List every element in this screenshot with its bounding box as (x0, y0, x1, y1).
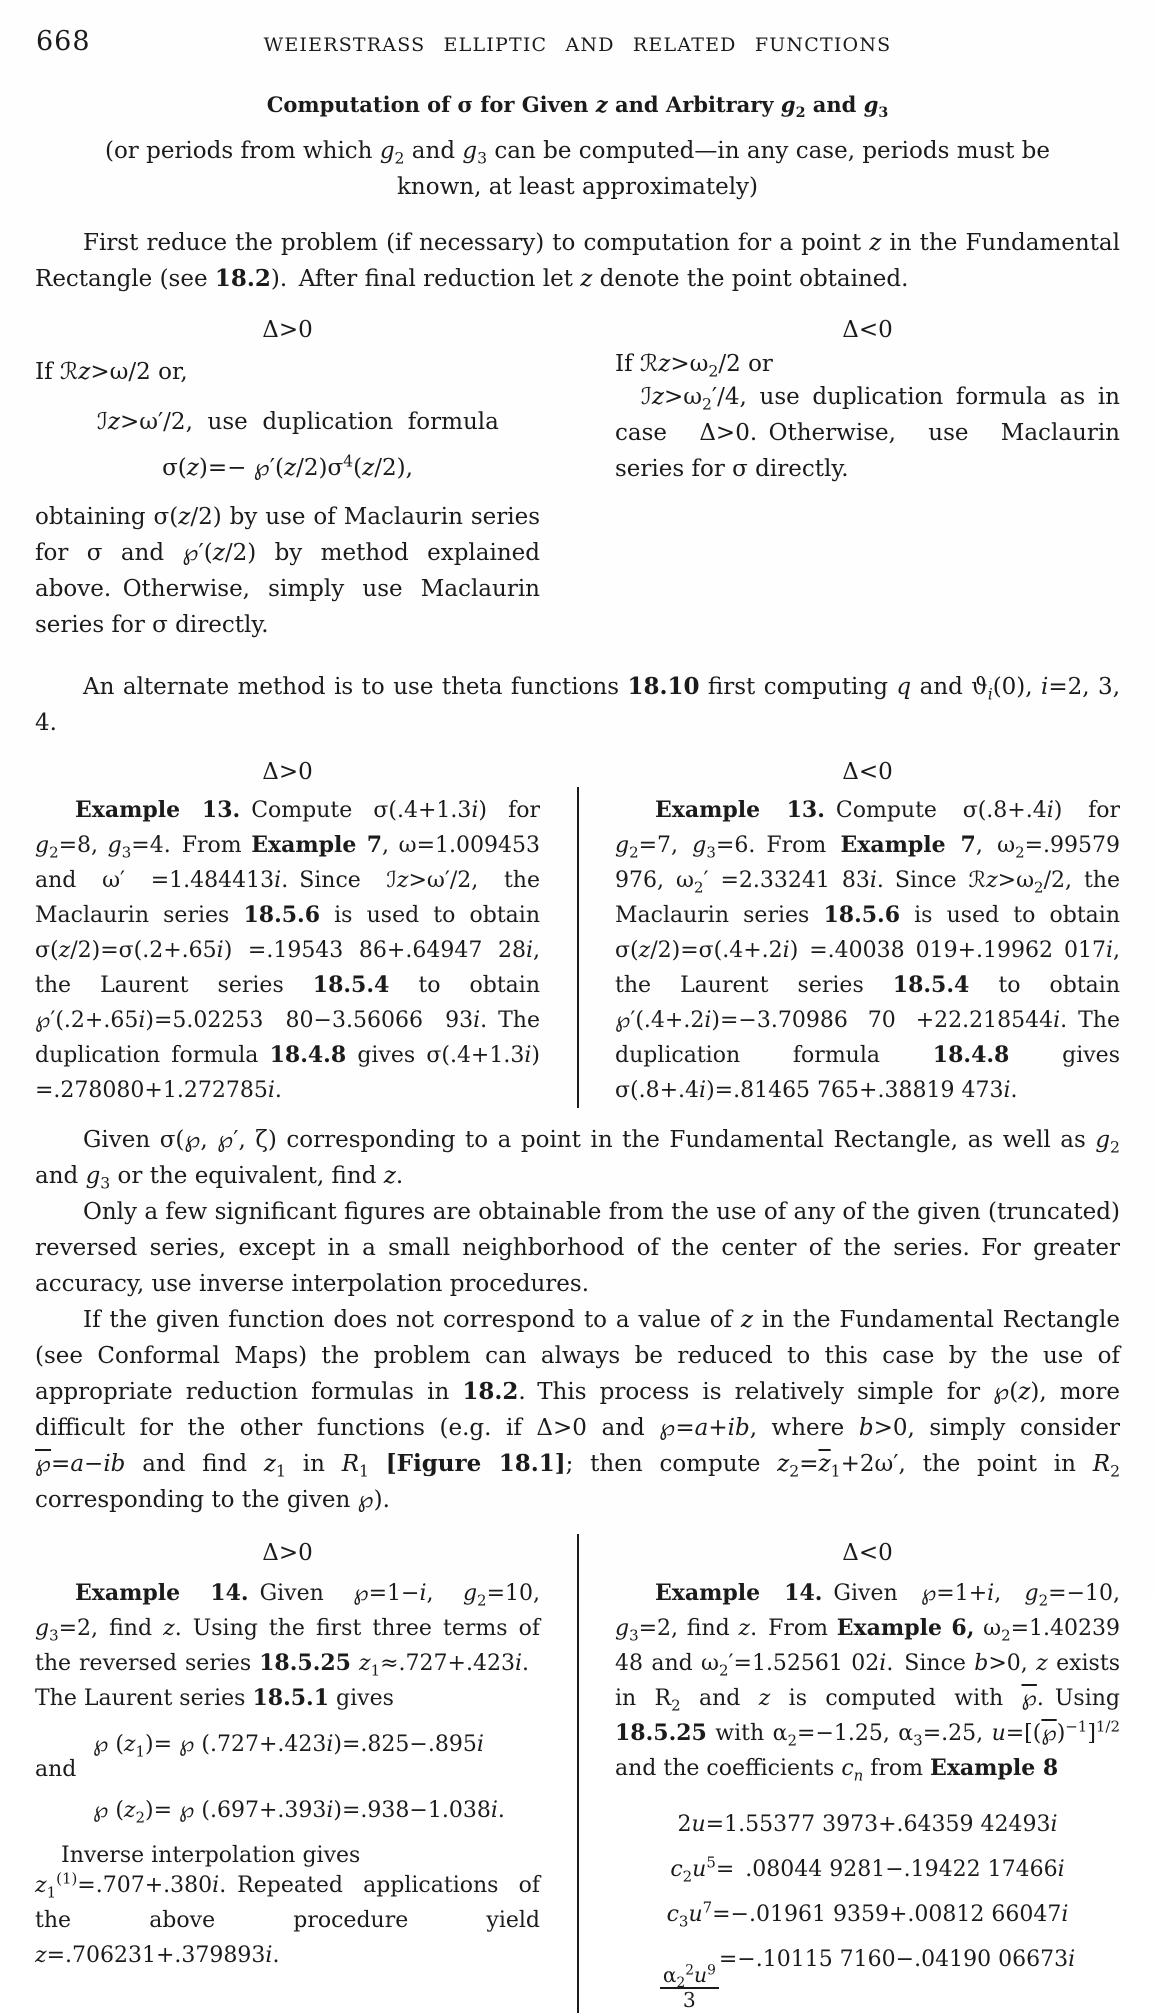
body-paragraph: Only a few significant figures are obtainable from the use of any of the given (truncated) reversed series, except in a small neighborhood of the center of the series. For greater accuracy, use inverse interpolation procedures. (35, 1199, 1120, 1297)
example14-delta-negative (615, 1534, 1120, 2013)
connector-word: and (35, 1757, 77, 1782)
method-delta-negative-column (615, 317, 1120, 643)
laurent-formula-z2: ℘ $(z_2)=$ ℘ (.697+.393i)=.938−1.038i. (93, 1798, 505, 1827)
condition-line: ℐz>ω′/2, use duplication formula (97, 409, 499, 435)
method-paragraph: obtaining σ(z/2) by use of Maclaurin series for σ and ℘′(z/2) by method explained above. Otherwise, simply use Maclaurin series for σ directly. (35, 504, 540, 638)
method-delta-positive-column (35, 317, 540, 643)
section-title: Computation of σ for Given z and Arbitrary $g_2$ and $g_3$ (266, 92, 889, 122)
coefficient-formula-a2u9: $\frac{\alpha_2^2u^9}{3}$ =−.10115 7160−.04190 06673i (615, 1947, 1120, 2013)
alternate-method-paragraph: An alternate method is to use theta functions 18.10 first computing q and $ϑ_i(0)$, i=2, 3, 4. (35, 673, 1121, 736)
example14-left-result: $z_1^{(1)}=.707+.380i$. Repeated applications of the above procedure yield z=.706231+.379893i. (35, 1869, 540, 1968)
delta-positive-heading: Δ>0 (262, 1540, 313, 1566)
condition-line: If ℛz>ω/2 or, (35, 359, 188, 385)
example13-right-body: Example 13. Compute σ(.8+.4i) for $g_2=7$, $g_3=6$. From Example 7, $\omega_2=.99579$ 976, $\omega_2' =2.33241$ 83i. Since $ℛz>\omega_2/2$, the Maclaurin series 18.5.6 is used to obtain σ(z/2)=σ(.4+.2i) =.40038 019+.19962 017i, the Laurent series 18.5.4 to obtain ℘′(.4+.2i)=−3.70986 70 +22.218544i. The duplication formula 18.4.8 gives σ(.8+.4i)=.81465 765+.38819 473i. (615, 797, 1121, 1103)
body-paragraph: If the given function does not correspond to a value of z in the Fundamental Rectangle (see Conformal Maps) the problem can always be reduced to this case by the use of appropriate reduction formulas in 18.2. This process is relatively simple for ℘(z), more difficult for the other functions (e.g. if Δ>0 and ℘=a+ib, where b>0, simply consider ℘=a−ib and find $z_1$ in $R_1$ [Figure 18.1]; then compute $z_2=\overline{z}_1+2\omega'$, the point in $R_2$ corresponding to the given ℘). (35, 1307, 1121, 1513)
example13-delta-negative (615, 787, 1120, 1108)
coefficient-formula-c3u7: $c_3u^7=-.01961$ 9359+.00812 66047i (666, 1898, 1069, 1931)
column-divider (577, 787, 579, 1108)
delta-negative-heading: Δ<0 (842, 1540, 893, 1566)
page-number: 668 (36, 26, 91, 57)
delta-positive-heading: Δ>0 (262, 317, 313, 343)
page-header (0, 0, 1155, 74)
condition-line: If $ℛz>\omega_2/2$ or (615, 351, 773, 381)
example13-section (0, 787, 1155, 1108)
delta-negative-heading: Δ<0 (842, 759, 893, 785)
intro-paragraph: First reduce the problem (if necessary) to computation for a point z in the Fundamental Rectangle (see 18.2). After final reduction let z denote the point obtained. (35, 230, 1121, 292)
example14-delta-positive (35, 1534, 540, 2013)
column-divider (577, 1534, 579, 2013)
running-head: WEIERSTRASS ELLIPTIC AND RELATED FUNCTIONS (263, 34, 892, 56)
example14-section (0, 1534, 1155, 2013)
example14-left-body: Example 14. Given ℘=1−i, $g_2=10$, $g_3=2$, find z. Using the first three terms of the reversed series 18.5.25 $z_1\approx.727+.423i$. The Laurent series 18.5.1 gives (35, 1580, 540, 1711)
duplication-formula: $\sigma(z)=- ℘'(z/2)\sigma^4(z/2)$, (162, 451, 413, 481)
example13-headings (0, 759, 1155, 785)
laurent-formula-z1: ℘ $(z_1)=$ ℘ (.727+.423i)=.825−.895i (93, 1732, 484, 1761)
method-section (0, 317, 1155, 643)
method-paragraph: $ℐz>\omega_2'/4$, use duplication formula as in case Δ>0. Otherwise, use Maclaurin series for σ directly. (615, 384, 1120, 482)
body-paragraph: Given σ(℘, ℘′, ζ) corresponding to a point in the Fundamental Rectangle, as well as $g_2$ and $g_3$ or the equivalent, find z. (35, 1127, 1120, 1193)
column-divider-gap (540, 1534, 615, 2013)
coefficient-formula-c2u5: $c_2u^5=$ .08044 9281−.19422 17466i (670, 1853, 1065, 1886)
column-gap (540, 759, 615, 785)
example13-left-body: Example 13. Compute σ(.4+1.3i) for $g_2=8$, $g_3=4$. From Example 7, ω=1.009453 and ω′ =1.484413i. Since ℐz>ω′/2, the Maclaurin series 18.5.6 is used to obtain σ(z/2)=σ(.2+.65i) =.19543 86+.64947 28i, the Laurent series 18.5.4 to obtain ℘′(.2+.65i)=5.02253 80−3.56066 93i. The duplication formula 18.4.8 gives σ(.4+1.3i) =.278080+1.272785i. (35, 797, 541, 1103)
delta-negative-heading: Δ<0 (842, 317, 893, 343)
example13-delta-positive (35, 787, 540, 1108)
subtitle-paragraph: (or periods from which $g_2$ and $g_3$ can be computed—in any case, periods must be known, at least approximately) (104, 138, 1051, 200)
delta-positive-heading: Δ>0 (262, 759, 313, 785)
coefficient-formula-2u: 2u=1.55377 3973+.64359 42493i (677, 1812, 1058, 1837)
example14-right-body: Example 14. Given ℘=1+i, $g_2=-10$, $g_3=2$, find z. From Example 6, $\omega_2=1.40239$ 48 and $\omega_2'=1.52561$ 02i. Since b>0, z exists in $R_2$ and z is computed with ℘. Using 18.5.25 with $\alpha_2=-1.25$, $\alpha_3=.25$, u=[(℘)$^{-1}$]$^{1/2}$ and the coefficients $c_n$ from Example 8 (615, 1580, 1121, 1785)
example14-left-closing: Inverse interpolation gives (61, 1843, 361, 1868)
column-divider-gap (540, 787, 615, 1108)
column-gap (540, 317, 615, 643)
